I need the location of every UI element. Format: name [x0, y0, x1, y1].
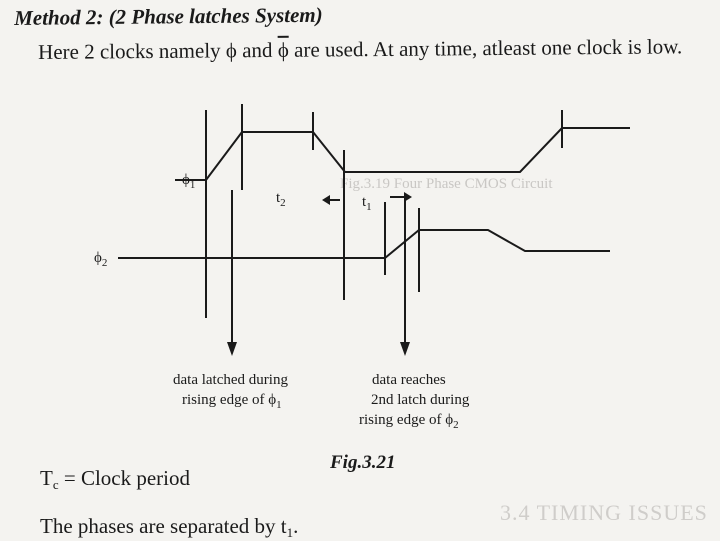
annotation-right-line1: data reaches	[372, 372, 446, 388]
annotation-right-line3: rising edge of $\phi_2$	[359, 412, 459, 431]
bleed-through-heading: 3.4 TIMING ISSUES	[500, 500, 708, 525]
t1-arrow-left-head	[322, 195, 330, 205]
phi-symbol: ϕ	[225, 38, 238, 63]
t1-arrow-right-head	[404, 192, 412, 202]
down-arrow-right	[400, 342, 410, 356]
intro-text-start: Here 2 clocks namely	[38, 38, 221, 64]
tc-subscript: c	[52, 477, 59, 492]
phases-subscript: 1	[286, 525, 294, 540]
phases-text: The phases are separated by t	[40, 514, 287, 538]
figure-caption: Fig.3.21	[330, 452, 396, 473]
t2-label: $t_2$	[276, 190, 286, 209]
annotation-left-line2: rising edge of $\phi_1$	[182, 392, 282, 411]
phi1-label: $\phi_1$	[182, 172, 196, 191]
phi-bar-symbol: $\overline{\phi}$	[277, 37, 289, 62]
intro-and: and	[242, 37, 273, 63]
t1-label: $t_1$	[362, 194, 372, 213]
phi2-waveform	[118, 230, 610, 258]
phi2-label: $\phi_2$	[94, 250, 108, 269]
phase-separation-sentence	[40, 514, 298, 541]
down-arrow-left	[227, 342, 237, 356]
intro-text-end: are used. At any time, atleast one clock is low.	[293, 34, 683, 62]
section-heading: Method 2: (2 Phase latches System)	[14, 2, 323, 30]
tc-symbol: T	[40, 466, 53, 490]
tc-text: = Clock period	[58, 466, 191, 490]
annotation-left-line1: data latched during	[173, 372, 288, 388]
phases-end: .	[293, 514, 299, 538]
annotation-right-line2: 2nd latch during	[371, 392, 470, 408]
clock-period-definition	[40, 466, 190, 493]
bleed-through-caption: Fig.3.19 Four Phase CMOS Circuit	[340, 176, 553, 192]
